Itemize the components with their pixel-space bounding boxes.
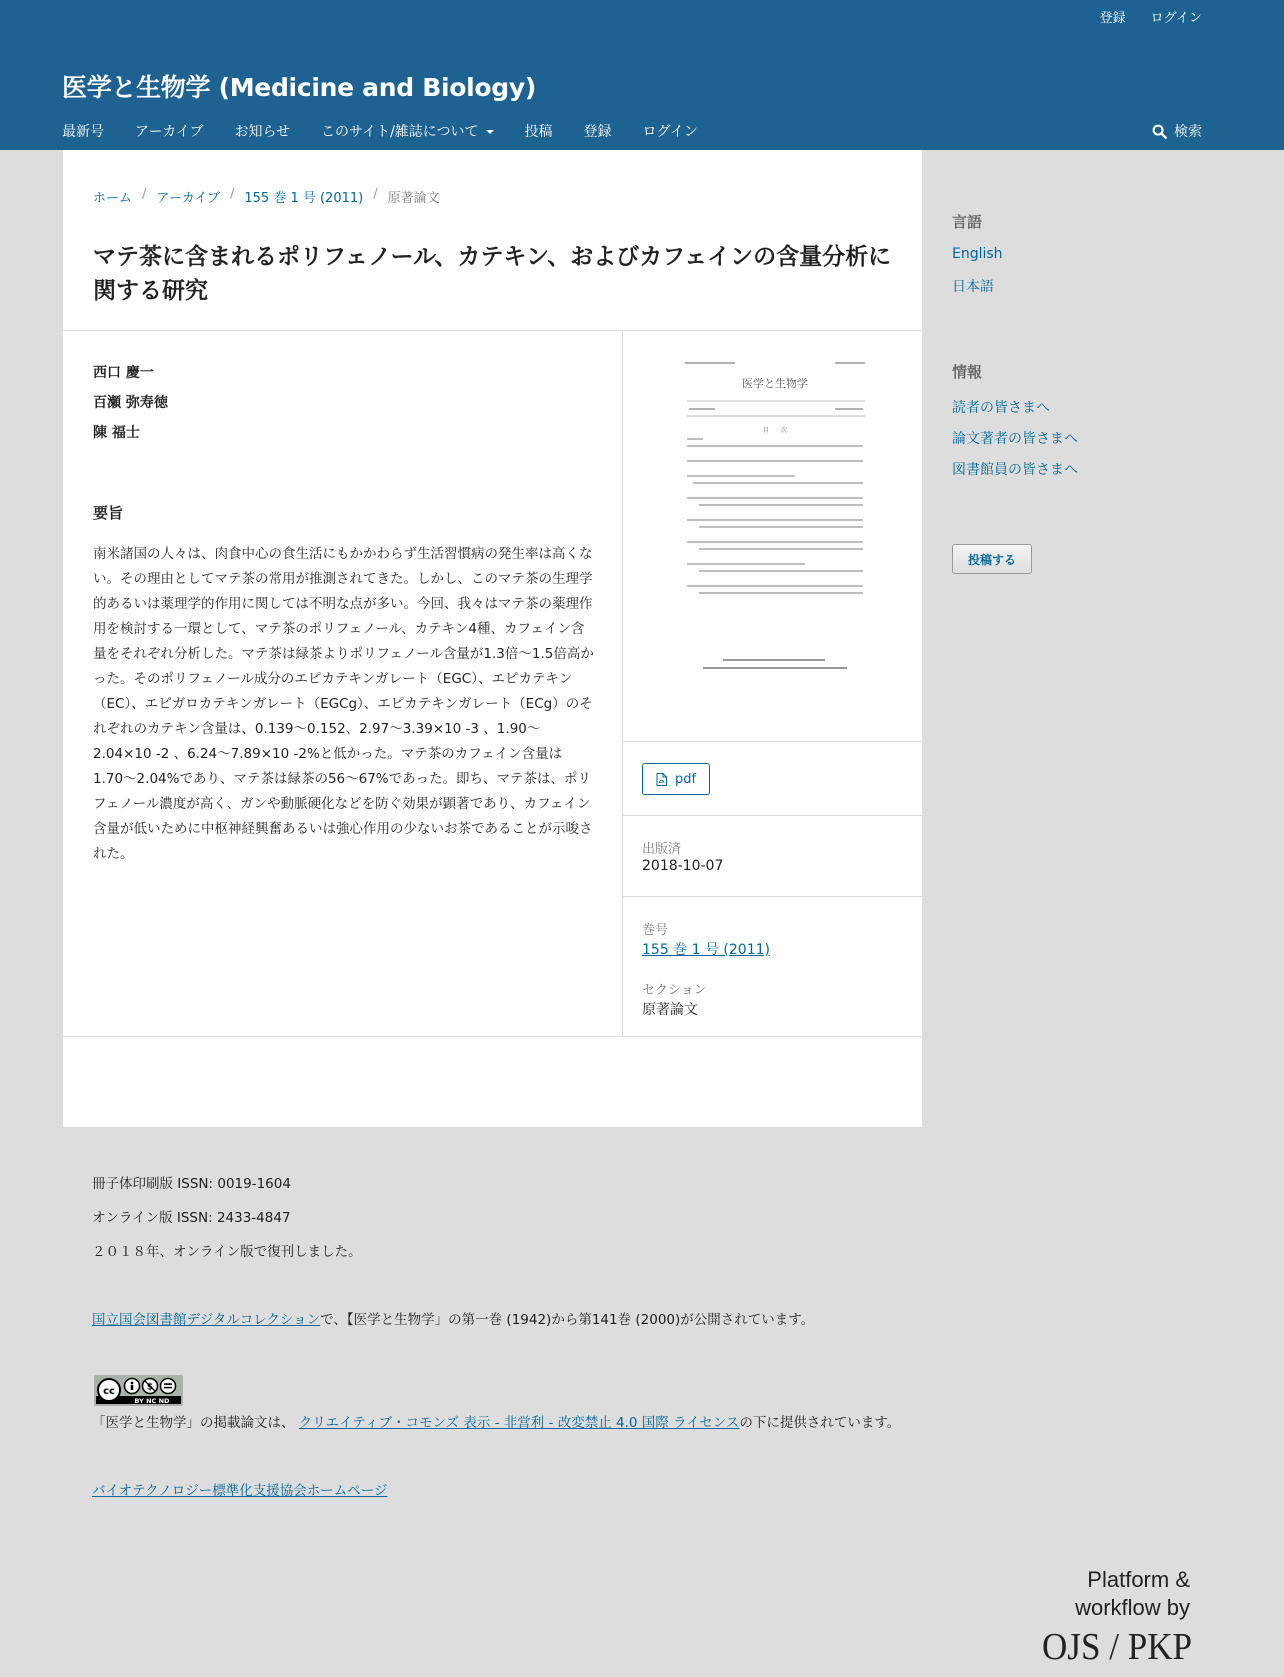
author-name: 陳 福士 <box>93 425 140 441</box>
association-note <box>92 1479 388 1499</box>
search-label: 検索 <box>1174 124 1202 140</box>
pdf-download-button[interactable] <box>642 763 710 795</box>
main-nav <box>62 121 698 141</box>
search-icon <box>1152 124 1167 139</box>
pdf-label: pdf <box>675 771 697 787</box>
language-heading: 言語 <box>952 213 983 231</box>
nav-register[interactable]: 登録 <box>583 124 612 140</box>
license-link[interactable]: クリエイティブ・コモンズ 表示 - 非営利 - 改変禁止 4.0 国際 ライセンス <box>298 1415 740 1431</box>
svg-text:OJS / PKP: OJS / PKP <box>1042 1626 1192 1668</box>
cc-by-nc-nd-icon <box>96 1377 181 1404</box>
site-header <box>0 0 1284 150</box>
divider <box>622 815 922 816</box>
svg-text:$: $ <box>146 1382 154 1393</box>
search-button[interactable] <box>1152 121 1202 141</box>
make-submission-button[interactable]: 投稿する <box>952 544 1032 574</box>
breadcrumb-separator: / <box>373 187 378 202</box>
cc-badge-text: BY NC ND <box>134 1397 170 1404</box>
nav-current[interactable]: 最新号 <box>62 124 104 140</box>
svg-text:cc: cc <box>103 1386 115 1397</box>
issue-label: 巻号 <box>642 923 669 938</box>
breadcrumb-archive[interactable]: アーカイブ <box>156 191 220 206</box>
user-nav <box>1100 7 1202 26</box>
svg-text:Platform &: Platform & <box>1087 1570 1190 1592</box>
register-link[interactable]: 登録 <box>1099 11 1126 26</box>
license-suffix: の下に提供されています。 <box>739 1415 901 1431</box>
cover-journal-name: 医学と生物学 <box>742 377 808 390</box>
breadcrumb-issue[interactable]: 155 巻 1 号 (2011) <box>244 191 364 206</box>
ndl-text: で、【医学と生物学」の第一巻 (1942)から第141巻 (2000)が公開されています。 <box>320 1312 815 1328</box>
divider <box>63 1036 922 1037</box>
author-name: 西口 慶一 <box>93 365 154 381</box>
license-note <box>92 1411 900 1431</box>
ndl-note <box>92 1308 814 1328</box>
divider <box>63 330 922 331</box>
nav-archive[interactable]: アーカイブ <box>135 124 204 140</box>
site-footer <box>0 1127 1284 1677</box>
issue-link[interactable]: 155 巻 1 号 (2011) <box>642 942 770 958</box>
nav-about[interactable] <box>321 121 493 141</box>
site-title[interactable]: 医学と生物学 (Medicine and Biology) <box>62 73 537 102</box>
association-link[interactable]: バイオテクノロジー標準化支援協会ホームページ <box>92 1483 388 1499</box>
divider <box>622 896 922 897</box>
file-pdf-icon <box>656 773 667 786</box>
cover-toc-heading: 目 次 <box>762 427 788 434</box>
nav-submit[interactable]: 投稿 <box>524 124 553 140</box>
pkp-brand-logo <box>1040 1570 1195 1670</box>
breadcrumb-separator: / <box>229 187 235 202</box>
section-value: 原著論文 <box>642 1002 698 1018</box>
info-librarians-link[interactable]: 図書館員の皆さまへ <box>952 462 1078 478</box>
section-label: セクション <box>642 983 707 998</box>
online-issn: オンライン版 ISSN: 2433-4847 <box>92 1210 291 1226</box>
ndl-link[interactable]: 国立国会図書館デジタルコレクション <box>92 1312 321 1328</box>
breadcrumb-home[interactable]: ホーム <box>93 191 133 206</box>
info-readers-link[interactable]: 読者の皆さまへ <box>952 400 1050 416</box>
language-japanese[interactable]: 日本語 <box>952 279 994 295</box>
column-divider <box>622 331 623 1037</box>
published-label: 出版済 <box>642 842 682 857</box>
caret-down-icon <box>486 130 494 134</box>
svg-text:workflow by: workflow by <box>1075 1595 1190 1620</box>
breadcrumb-separator: / <box>142 187 147 202</box>
cc-license-badge[interactable] <box>94 1375 183 1406</box>
ojs-pkp-logo[interactable] <box>1040 1570 1195 1670</box>
login-link[interactable]: ログイン <box>1150 11 1202 26</box>
nav-login[interactable]: ログイン <box>642 124 698 140</box>
license-prefix: 「医学と生物学」の掲載論文は、 <box>92 1415 295 1431</box>
abstract-heading: 要旨 <box>93 504 124 522</box>
relaunch-note: ２０１８年、オンライン版で復刊しました。 <box>92 1244 362 1260</box>
abstract-text: 南米諸国の人々は、肉食中心の食生活にもかかわらず生活習慣病の発生率は高くない。その理由としてマテ茶の常用が推測されてきた。しかし、このマテ茶の生理学的あるいは薬理学的作用に関しては不明な点が多い。今回、我々はマテ茶の薬理作用を検討する一環として、マテ茶のポリフェノール、カテキン4種、カフェイン含量をそれぞれ分析した。マテ茶は緑茶よりポリフェノール含量が1.3倍〜1.5倍高かった。そのポリフェノール成分のエピカテキンガレート（EGC）、エピカテキン（EC）、エピガロカテキンガレート（EGCg）、エピカテキンガレート（ECg）のそれぞれのカテキン含量は、0.139〜0.152、2.97〜3.39×10 -3 、1.90〜2.04×10 -2 、6.24〜7.89×10 -2%と低かった。マテ茶のカフェイン含量は1.70〜2.04%であり、マテ茶は緑茶の56〜67%であった。即ち、マテ茶は、ポリフェノール濃度が高く、ガンや動脈硬化などを防ぐ効果が顕著であり、カフェイン含量が低いために中枢神経興奮あるいは強心作用の少ないお茶であることが示唆された。 <box>93 546 594 862</box>
cover-thumbnail <box>675 355 875 685</box>
info-authors-link[interactable]: 論文著者の皆さまへ <box>952 431 1078 447</box>
published-date: 2018-10-07 <box>642 858 724 874</box>
language-english[interactable]: English <box>952 246 1003 262</box>
info-heading: 情報 <box>952 363 983 381</box>
author-list <box>93 363 168 453</box>
nav-announcements[interactable]: お知らせ <box>234 124 291 140</box>
nav-about-label: このサイト/雑誌について <box>321 124 479 140</box>
article-title: マテ茶に含まれるポリフェノール、カテキン、およびカフェインの含量分析に関する研究 <box>93 244 892 304</box>
author-name: 百瀬 弥寿徳 <box>93 395 168 411</box>
print-issn: 冊子体印刷版 ISSN: 0019-1604 <box>92 1176 291 1192</box>
article-content <box>62 150 923 1127</box>
breadcrumb <box>93 187 440 206</box>
divider <box>622 741 922 742</box>
breadcrumb-current: 原著論文 <box>387 191 440 206</box>
